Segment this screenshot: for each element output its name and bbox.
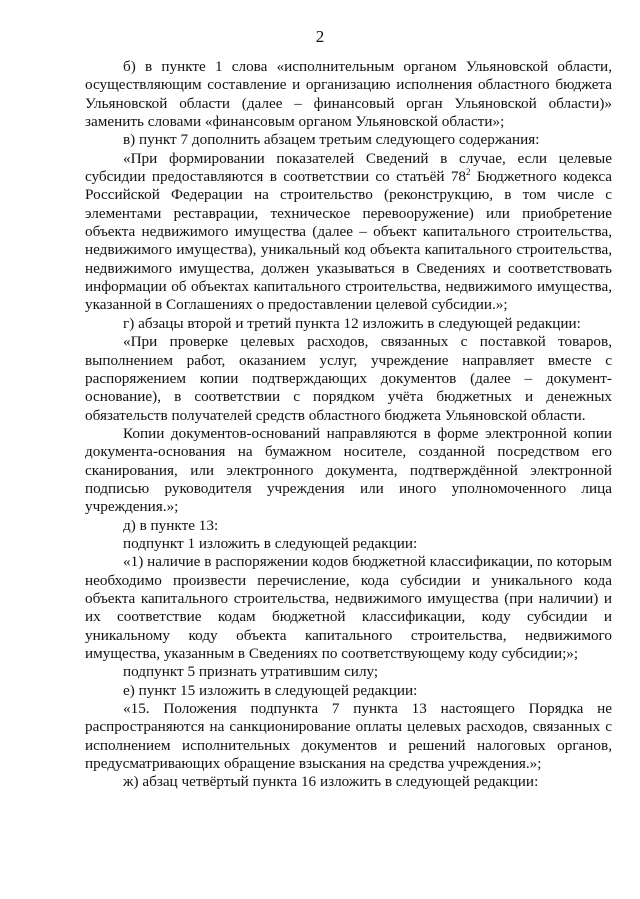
paragraph-new-text-rest: Бюджетного кодекса Российской Федерации на строительство (реконструкцию, в том числе с элементами реставрации, техническое перевооружение) или приобретение объекта недвижимого имущества (далее – объект капитального строительства, недвижимого имущества), уникальный код объекта капитального строительства, недвижимого имущества, должен указываться в Сведениях и соответствовать информации об объектах капитального строительства, недвижимого имущества, указанной в Соглашениях о предоставлении целевой субсидии.»;: [85, 168, 612, 314]
paragraph-new-text-item-7: [85, 150, 612, 315]
article-superscript: 2: [466, 167, 471, 178]
page-number: 2: [315, 27, 325, 46]
paragraph-b-item-1: б) в пункте 1 слова «исполнительным органом Ульяновской области, осуществляющим составление и организацию исполнения областного бюджета Ульяновской области (далее – финансовый орган Ульяновской области)» заменить словами «финансовым органом Ульяновской области»;: [85, 58, 612, 131]
paragraph-v-item-7: в) пункт 7 дополнить абзацем третьим следующего содержания:: [123, 131, 540, 149]
paragraph-subitem-1-text: «1) наличие в распоряжении кодов бюджетной классификации, по которым необходимо произвести перечисление, кода субсидии и уникального кода объекта капитального строительства, недвижимого имущества (при наличии) и их соответствие кодам бюджетной классификации, коду субсидии и уникальному коду объекта капитального строительства, недвижимого имущества, указанным в Сведениях по соответствующему коду субсидии;»;: [85, 553, 612, 662]
paragraph-new-text-item-12-a: «При проверке целевых расходов, связанных с поставкой товаров, выполнением работ, оказанием услуг, учреждение направляет вместе с распоряжением копии подтверждающих документов (далее – документ-основание), в соответствии с порядком учёта бюджетных и денежных обязательств получателей средств областного бюджета Ульяновской области.: [85, 333, 612, 424]
paragraph-new-text-item-15: «15. Положения подпункта 7 пункта 13 настоящего Порядка не распространяются на санкционирование оплаты целевых расходов, связанных с исполнением исполнительных документов и решений налоговых органов, предусматривающих обращение взыскания на средства учреждения.»;: [85, 700, 612, 773]
paragraph-d-item-13: д) в пункте 13:: [123, 516, 219, 534]
paragraph-g-item-12: г) абзацы второй и третий пункта 12 изложить в следующей редакции:: [123, 314, 581, 332]
paragraph-zh-item-16: ж) абзац четвёртый пункта 16 изложить в следующей редакции:: [123, 773, 539, 791]
document-body: [85, 58, 612, 792]
paragraph-subitem-1-heading: подпункт 1 изложить в следующей редакции:: [123, 534, 418, 552]
paragraph-new-text-item-12-b: Копии документов-оснований направляются в форме электронной копии документа-основания на бумажном носителе, созданной посредством его сканирования, или электронного документа, подтверждённой электронной подписью руководителя учреждения или иного уполномоченного лица учреждения.»;: [85, 424, 612, 516]
paragraph-subitem-5: подпункт 5 признать утратившим силу;: [123, 663, 379, 681]
paragraph-e-item-15: е) пункт 15 изложить в следующей редакции:: [123, 681, 418, 699]
paragraph-new-text-start: «При формировании показателей Сведений в случае, если целевые субсидии предоставляются в соответствии со статьёй 78: [85, 149, 612, 186]
